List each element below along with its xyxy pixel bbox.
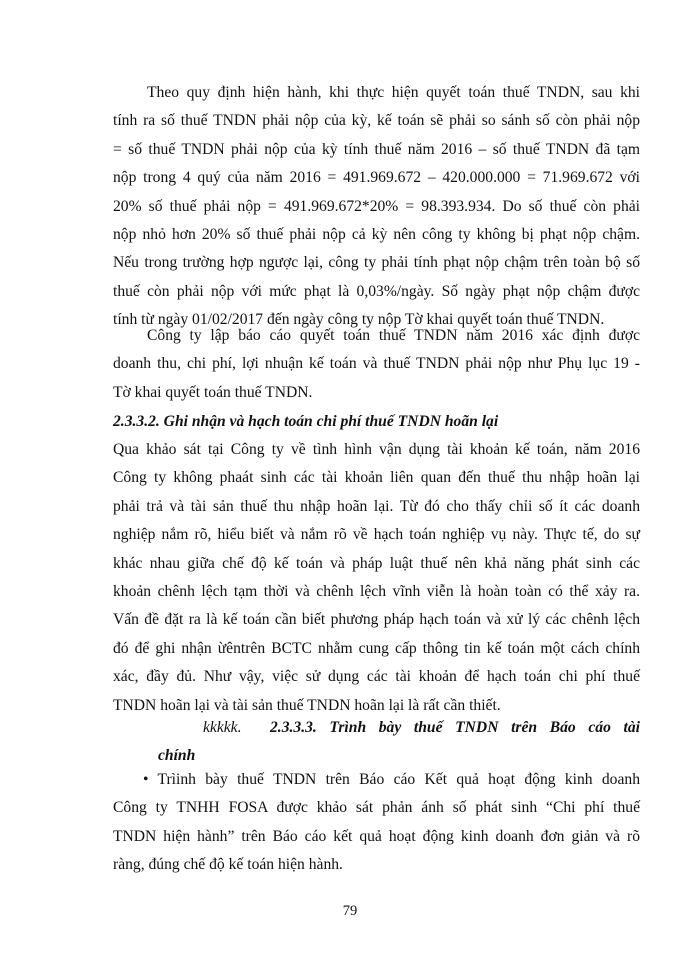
text-line: tính ra số thuế TNDN phải nộp của kỳ, kế toán sẽ phải so sánh số còn phải nộp <box>113 112 640 130</box>
section-heading-2332: 2.3.3.2. Ghi nhận và hạch toán chi phí thuế TNDN hoãn lại <box>113 413 499 430</box>
text-line: doanh thu, chi phí, lợi nhuận kế toán và thuế TNDN phải nộp như Phụ lục 19 - <box>113 355 640 373</box>
text-line: TNDN hoãn lại và tài sản thuế TNDN hoãn lại là rất cần thiết. <box>113 696 501 714</box>
text-line: Công ty TNHH FOSA được khảo sát phản ánh số phát sinh “Chi phí thuế <box>113 799 640 817</box>
text-line: nộp trong 4 quý của năm 2016 = 491.969.672 – 420.000.000 = 71.969.672 với <box>113 169 640 187</box>
text-line: Theo quy định hiện hành, khi thực hiện quyết toán thuế TNDN, sau khi <box>147 84 640 101</box>
heading-line: 2.3.3.3. Trình bày thuế TNDN trên Báo cáo tài <box>270 719 640 736</box>
page-number: 79 <box>342 903 358 919</box>
text-line: = số thuế TNDN phải nộp của kỳ tính thuế năm 2016 – số thuế TNDN đã tạm <box>113 140 640 158</box>
paragraph-presentation <box>113 766 640 880</box>
text-line: khoản chênh lệch tạm thời và chênh lệch vĩnh viễn là hoàn toàn có thể xảy ra. <box>113 583 640 601</box>
text-line: Tờ khai quyết toán thuế TNDN. <box>113 383 313 401</box>
text-line: TNDN hiện hành” trên Báo cáo kết quả hoạt động kinh doanh đơn giản và rõ <box>113 827 640 845</box>
text-line: Công ty không phaát sinh các tài khoản liên quan đến thuế thu nhập hoãn lại <box>113 469 640 487</box>
text-line: Nếu trong trường hợp ngược lại, công ty phải tính phạt nộp chậm trên toàn bộ số <box>113 254 640 272</box>
text-line: phải trả và tài sản thuế thu nhập hoãn lại. Từ đó cho thấy chỉi số ít các doanh <box>113 497 640 515</box>
heading-prefix: kkkkk. <box>203 719 242 736</box>
heading-line: chính <box>158 747 196 765</box>
text-line: Qua khảo sát tại Công ty về tình hình vận dụng tài khoản kế toán, năm 2016 <box>113 441 640 458</box>
paragraph-report <box>113 322 640 407</box>
text-line: thuế còn phải nộp với mức phạt là 0,03%/ngày. Số ngày phạt nộp chậm được <box>113 282 640 300</box>
paragraph-tax-settlement <box>113 79 640 335</box>
text-line: đó để ghi nhận ừêntrên BCTC nhằm cung cấp thông tin kế toán một cách chính <box>113 639 640 657</box>
section-heading-2333 <box>113 714 640 771</box>
text-line: xác, đầy đủ. Như vậy, việc sử dụng các tài khoản để hạch toán chi phí thuế <box>113 668 640 686</box>
text-line: nghiệp nắm rõ, hiểu biết và nắm rõ về hạch toán nghiệp vụ này. Thực tế, do sự <box>113 526 640 544</box>
text-line: • Trìinh bày thuế TNDN trên Báo cáo Kết quả hoạt động kinh doanh <box>143 771 640 788</box>
text-line: Vấn đề đặt ra là kế toán cần biết phương pháp hạch toán và xử lý các chênh lệch <box>113 611 640 629</box>
paragraph-deferred-tax <box>113 436 640 720</box>
text-line: 20% số thuế phải nộp = 491.969.672*20% = 98.393.934. Do số thuế còn phải <box>113 197 640 215</box>
text-line: Công ty lập báo cáo quyết toán thuế TNDN năm 2016 xác định được <box>147 327 640 344</box>
text-line: nộp nhỏ hơn 20% số thuế phải nộp cả kỳ nên công ty không bị phạt nộp chậm. <box>113 226 640 244</box>
text-line: tính từ ngày 01/02/2017 đến ngày công ty nộp Tờ khai quyết toán thuế TNDN. <box>113 311 605 329</box>
text-line: ràng, đúng chế độ kế toán hiện hành. <box>113 856 343 874</box>
text-line: khác nhau giữa chế độ kế toán và pháp luật thuế nên khả năng phát sinh các <box>113 554 640 572</box>
